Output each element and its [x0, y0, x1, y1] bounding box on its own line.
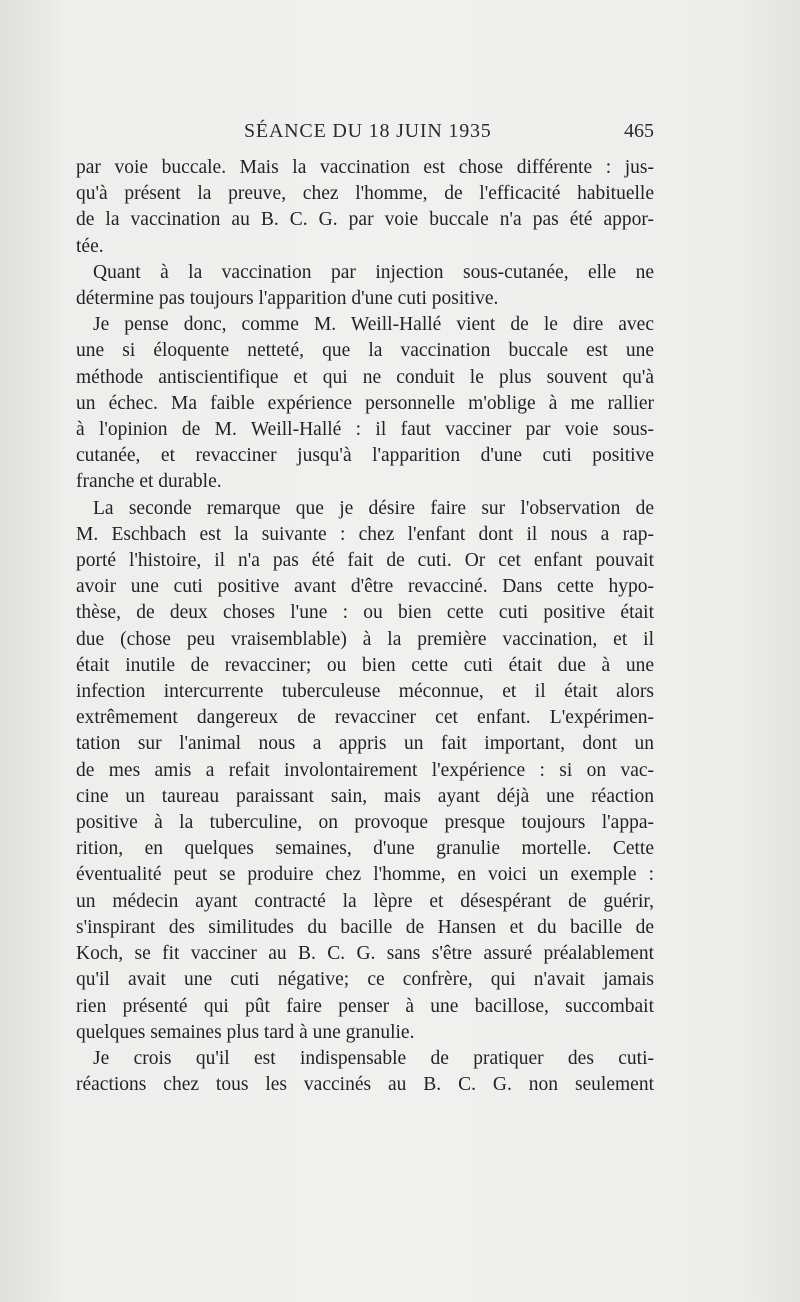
page-header [76, 120, 654, 148]
text-line: était inutile de revacciner; ou bien cette cuti était due à une [76, 654, 654, 676]
text-line: Je crois qu'il est indispensable de pratiquer des cuti- [93, 1047, 654, 1069]
text-line: cine un taureau paraissant sain, mais ayant déjà une réaction [76, 785, 654, 807]
text-line: par voie buccale. Mais la vaccination est chose différente : jus- [76, 157, 654, 178]
text-line: qu'il avait une cuti négative; ce confrère, qui n'avait jamais [76, 969, 654, 991]
text-line: extrêmement dangereux de revacciner cet enfant. L'expérimen- [76, 707, 654, 729]
text-line: Je pense donc, comme M. Weill-Hallé vient de le dire avec [93, 314, 654, 336]
text-line: à l'opinion de M. Weill-Hallé : il faut vacciner par voie sous- [76, 419, 654, 441]
text-line: de la vaccination au B. C. G. par voie buccale n'a pas été appor- [76, 209, 654, 231]
text-line: un échec. Ma faible expérience personnelle m'oblige à me rallier [76, 392, 654, 414]
text-line: positive à la tuberculine, on provoque presque toujours l'appa- [76, 812, 654, 834]
text-line: infection intercurrente tuberculeuse méconnue, et il était alors [76, 681, 654, 703]
text-line: éventualité peut se produire chez l'homme, en voici un exemple : [76, 864, 654, 886]
text-line: M. Eschbach est la suivante : chez l'enfant dont il nous a rap- [76, 523, 654, 545]
text-line: une si éloquente netteté, que la vaccination buccale est une [76, 340, 654, 362]
text-line: tation sur l'animal nous a appris un fait important, dont un [76, 733, 654, 755]
page-number: 465 [624, 120, 654, 142]
text-line: avoir une cuti positive avant d'être revacciné. Dans cette hypo- [76, 576, 654, 598]
text-line: franche et durable. [76, 471, 222, 493]
text-line: qu'à présent la preuve, chez l'homme, de l'efficacité habituelle [76, 183, 654, 205]
running-title: SÉANCE DU 18 JUIN 1935 [244, 120, 492, 142]
text-line: quelques semaines plus tard à une granulie. [76, 1021, 415, 1043]
text-line: détermine pas toujours l'apparition d'une cuti positive. [76, 288, 499, 310]
text-line: due (chose peu vraisemblable) à la première vaccination, et il [76, 628, 654, 650]
body-text [76, 155, 654, 1098]
text-line: rition, en quelques semaines, d'une granulie mortelle. Cette [76, 838, 654, 860]
text-line: méthode antiscientifique et qui ne conduit le plus souvent qu'à [76, 366, 654, 388]
text-line: tée. [76, 235, 104, 257]
text-line: un médecin ayant contracté la lèpre et désespérant de guérir, [76, 890, 654, 912]
text-line: thèse, de deux choses l'une : ou bien cette cuti positive était [76, 602, 654, 624]
text-line: réactions chez tous les vaccinés au B. C. G. non seulement [76, 1074, 654, 1096]
text-line: porté l'histoire, il n'a pas été fait de cuti. Or cet enfant pouvait [76, 550, 654, 572]
text-line: cutanée, et revacciner jusqu'à l'apparition d'une cuti positive [76, 445, 654, 467]
text-line: Koch, se fit vacciner au B. C. G. sans s'être assuré préalablement [76, 943, 654, 965]
text-line: de mes amis a refait involontairement l'expérience : si on vac- [76, 759, 654, 781]
text-line: La seconde remarque que je désire faire sur l'observation de [93, 497, 654, 519]
text-line: s'inspirant des similitudes du bacille de Hansen et du bacille de [76, 916, 654, 938]
text-line: Quant à la vaccination par injection sous-cutanée, elle ne [93, 261, 654, 283]
text-line: rien présenté qui pût faire penser à une bacillose, succombait [76, 995, 654, 1017]
